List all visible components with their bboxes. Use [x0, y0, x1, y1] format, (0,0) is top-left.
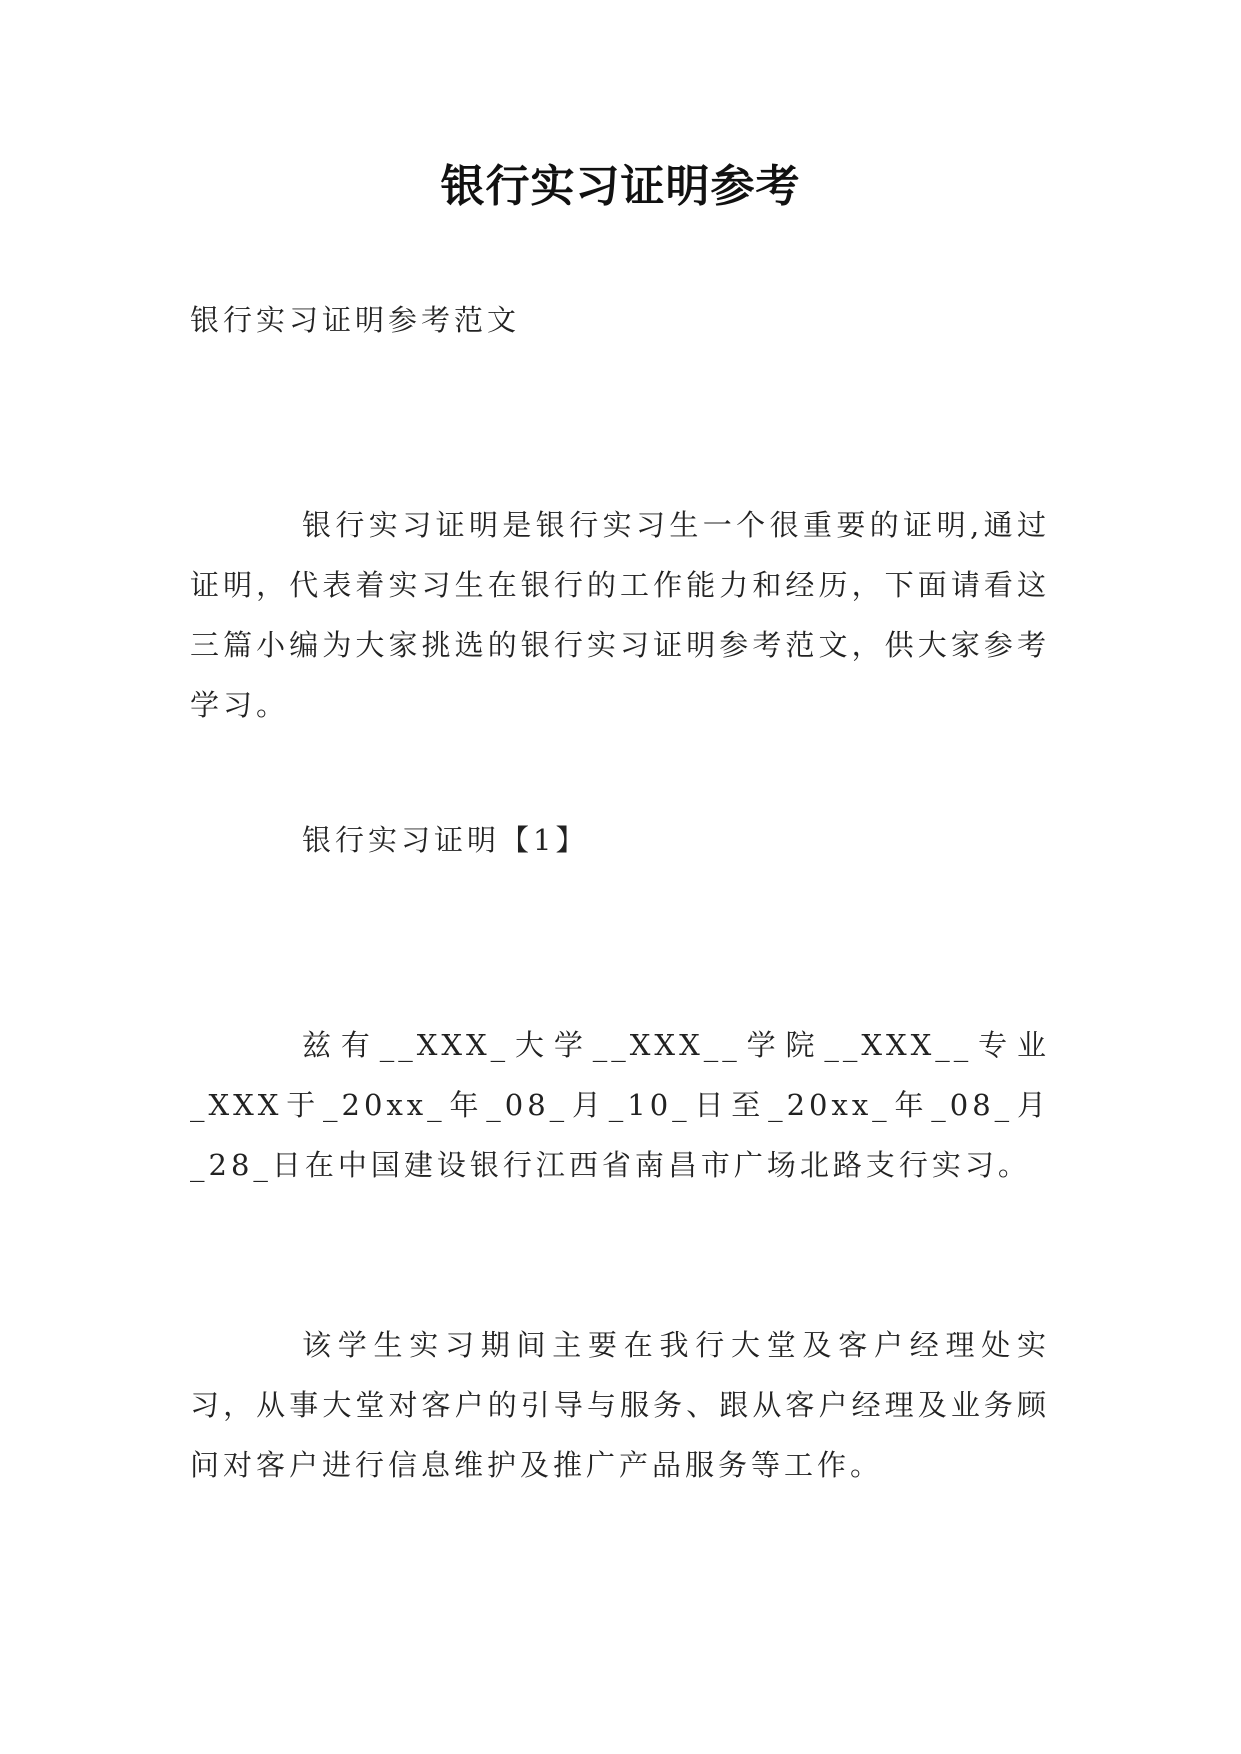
duties-paragraph: 该学生实习期间主要在我行大堂及客户经理处实习，从事大堂对客户的引导与服务、跟从客户经理及业务顾问对客户进行信息维护及推广产品服务等工作。	[190, 1328, 1050, 1482]
section-heading: 银行实习证明【1】	[302, 823, 589, 857]
intro-paragraph: 银行实习证明是银行实习生一个很重要的证明,通过证明，代表着实习生在银行的工作能力和经历，下面请看这三篇小编为大家挑选的银行实习证明参考范文，供大家参考学习。	[190, 508, 1050, 722]
document-subtitle: 银行实习证明参考范文	[190, 303, 521, 337]
document-title: 银行实习证明参考	[440, 161, 801, 212]
certificate-paragraph: 兹有__XXX_大学__XXX__学院__XXX__专业_XXX于_20xx_年_08_月_10_日至_20xx_年_08_月_28_日在中国建设银行江西省南昌市广场北路支行实习。	[190, 1028, 1050, 1182]
